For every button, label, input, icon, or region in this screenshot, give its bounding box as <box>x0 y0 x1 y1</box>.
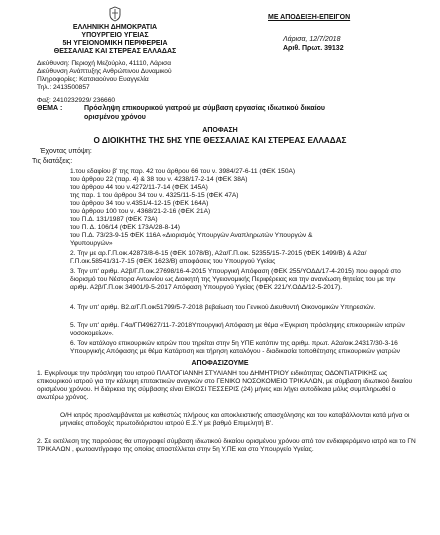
governor-heading <box>0 136 440 146</box>
regard-item-3: 3. Την υπ' αριθμ. Α2β/Γ.Π.οικ.27698/16-4-2015 Υπουργική Απόφαση (ΦΕΚ 255/ΥΟΔΔ/17-4-2015) που αφορά στο διορισμό του Νέστορα Αντωνίου ως Διοικητή της Υγειονομικής Περιφέρειας και την ανανέωση θητείας του με την αριθμ. Α2β/Γ.Π.οικ 34901/9-5-2017 Απόφαση Υπουργού Υγείας (ΦΕΚ 221/Υ.ΟΔΔ/12-5-2017). <box>70 268 401 292</box>
subject-line-2: ορισμένου χρόνου <box>84 114 146 121</box>
org-region-name: ΘΕΣΣΑΛΙΑΣ ΚΑΙ ΣΤΕΡΕΑΣ ΕΛΛΑΔΑΣ <box>53 48 177 55</box>
greek-emblem-icon <box>108 6 122 22</box>
provision-item: του άρθρου 100 του ν. 4368/21-2-16 (ΦΕΚ 21Α) <box>70 208 211 215</box>
regard-item-4: 4. Την υπ' αριθμ. Β2.α/Γ.Π.οικ51799/5-7-2018 βεβαίωση του Γενικού Διευθυντή Οικονομικών Υπηρεσιών. <box>70 304 376 311</box>
decide-item-1b: Ο/Η ιατρός προσλαμβάνεται με καθεστώς πλήρους και αποκλειστικής απασχόλησης και του καταβάλλονται κατά μήνα οι μηνιαίες αποδοχές πρωτοδιόριστου ιατρού Ε.Σ.Υ με βαθμό Επιμελητή Β'. <box>60 412 410 428</box>
provision-item: της παρ. 1 του άρθρου 34 του ν. 4325/11-5-15 (ΦΕΚ 47Α) <box>70 192 239 199</box>
org-region: 5Η ΥΓΕΙΟΝΟΜΙΚΗ ΠΕΡΙΦΕΡΕΙΑ <box>62 40 168 47</box>
provision-pd-line-2: Υφυπουργών» <box>70 240 113 247</box>
provision-item: 1.του εδαφίου β' της παρ. 42 του άρθρου 66 του ν. 3984/27-6-11 (ΦΕΚ 150Α) <box>70 168 296 175</box>
provision-item: του άρθρου 22 (παρ. 4) & 38 του ν. 4238/17-2-14 (ΦΕΚ 38Α) <box>70 176 248 183</box>
urgent-receipt-label: ΜΕ ΑΠΟΔΕΙΞΗ-ΕΠΕΙΓΟΝ <box>268 14 351 21</box>
phone-line: Τηλ.: 2413500857 <box>37 84 90 91</box>
org-ministry: ΥΠΟΥΡΓΕΙΟ ΥΓΕΙΑΣ <box>81 32 149 39</box>
we-decide-heading: ΑΠΟΦΑΣΙΖΟΥΜΕ <box>191 360 249 367</box>
regard-item-2: 2. Την με αρ.Γ.Π.οικ.42873/8-6-15 (ΦΕΚ 1078/Β), Α2α/Γ.Π.οικ. 52355/15-7-2015 (ΦΕΚ 1499/Β) & Α2α/Γ.Π.οικ.58541/31-7-15 (ΦΕΚ 1623/Β) αποφάσεις του Υπουργού Υγείας <box>70 250 367 266</box>
address-line: Διεύθυνση: Περιοχή Μεζούρλο, 41110, Λάρισα <box>37 60 172 67</box>
org-republic: ΕΛΛΗΝΙΚΗ ΔΗΜΟΚΡΑΤΙΑ <box>72 24 158 31</box>
governor-title: Ο ΔΙΟΙΚΗΤΗΣ ΤΗΣ 5ΗΣ ΥΠΕ ΘΕΣΣΑΛΙΑΣ ΚΑΙ ΣΤΕΡΕΑΣ ΕΛΛΑΔΑΣ <box>93 136 347 145</box>
provision-pd-line-1: του Π.Δ. 73/23-9-15 ΦΕΚ 116Α «Διορισμός Υπουργών Αναπληρωτών Υπουργών & <box>70 232 313 239</box>
subject-line-1: Πρόσληψη επικουρικού γιατρού με σύμβαση εργασίας ιδιωτικού δικαίου <box>84 105 325 112</box>
issue-date: Λάρισα, 12/7/2018 <box>283 36 341 43</box>
directorate-line: Διεύθυνση Ανάπτυξης Ανθρώπινου Δυναμικού <box>37 68 172 75</box>
regard-item-6: 6. Τον κατάλογο επικουρικών ιατρών που τηρείται στην 5η ΥΠΕ κατόπιν της αριθμ. πρωτ. Α2α/οικ.24317/30-3-16 Υπουργικής Απόφασης με θέμα Κατάρτιση και τήρηση καταλόγου - διαδικασία τοποθέτησης επικουρικών γιατρών <box>70 340 400 356</box>
provision-item: του Π. Δ. 106/14 (ΦΕΚ 173Α/28-8-14) <box>70 224 180 231</box>
fax-line: Φαξ: 2410232929/ 236660 <box>37 97 116 104</box>
provision-item: του άρθρου 44 του ν.4272/11-7-14 (ΦΕΚ 145Α) <box>70 184 208 191</box>
subject-label: ΘΕΜΑ : <box>37 105 63 112</box>
decide-item-1: 1. Εγκρίνουμε την πρόσληψη του ιατρού ΠΛΑΤΟΓΙΑΝΝΗ ΣΤΥΛΙΑΝΗ του ΔΗΜΗΤΡΙΟΥ ειδικότητας ΟΔΟΝΤΙΑΤΡΙΚΗΣ ως επικουρικού ιατρού για την κάλυψη επιτακτικών αναγκών στο ΓΕΝΙΚΟ ΝΟΣΟΚΟΜΕΙΟ ΤΡΙΚΑΛΩΝ, με σύμβαση ιδιωτικού δικαίου ορισμένου χρόνου. Η διάρκεια της σύμβασης είναι ΕΙΚΟΣΙ ΤΕΣΣΕΡΙΣ (24) μήνες και λήγει αυτοδίκαια μόλις συμπληρωθεί ο ανωτέρω χρόνος. <box>37 370 413 402</box>
having-regard: Έχοντας υπόψη: <box>40 148 92 155</box>
decide-item-2: 2. Σε εκτέλεση της παρούσας θα υπογραφεί σύμβαση ιδιωτικού δικαίου ορισμένου χρόνου από τον ενδιαφερόμενο ιατρό και το ΓΝ ΤΡΙΚΑΛΩΝ , φωτοαντίγραφο της οποίας αποστέλλεται στην 5η Υ.ΠΕ και στο Υπουργείο Υγείας. <box>37 438 416 454</box>
decision-heading: ΑΠΟΦΑΣΗ <box>202 127 238 134</box>
protocol-number: Αριθ. Πρωτ. 39132 <box>283 45 344 52</box>
info-line: Πληροφορίες: Κατσιαούνου Ευαγγελία <box>37 76 149 83</box>
provision-item: του Π.Δ. 131/1987 (ΦΕΚ 73Α) <box>70 216 158 223</box>
provision-item: του άρθρου 34 του ν.4351/4-12-15 (ΦΕΚ 164Α) <box>70 200 209 207</box>
regard-item-5: 5. Την υπ' αριθμ. Γ4α/ΓΠ49627/11-7-2018Υπουργική Απόφαση με θέμα «Έγκριση πρόσληψης επικουρικών ιατρών νοσοκομείων». <box>70 322 405 338</box>
provisions-heading: Τις διατάξεις: <box>32 158 73 165</box>
